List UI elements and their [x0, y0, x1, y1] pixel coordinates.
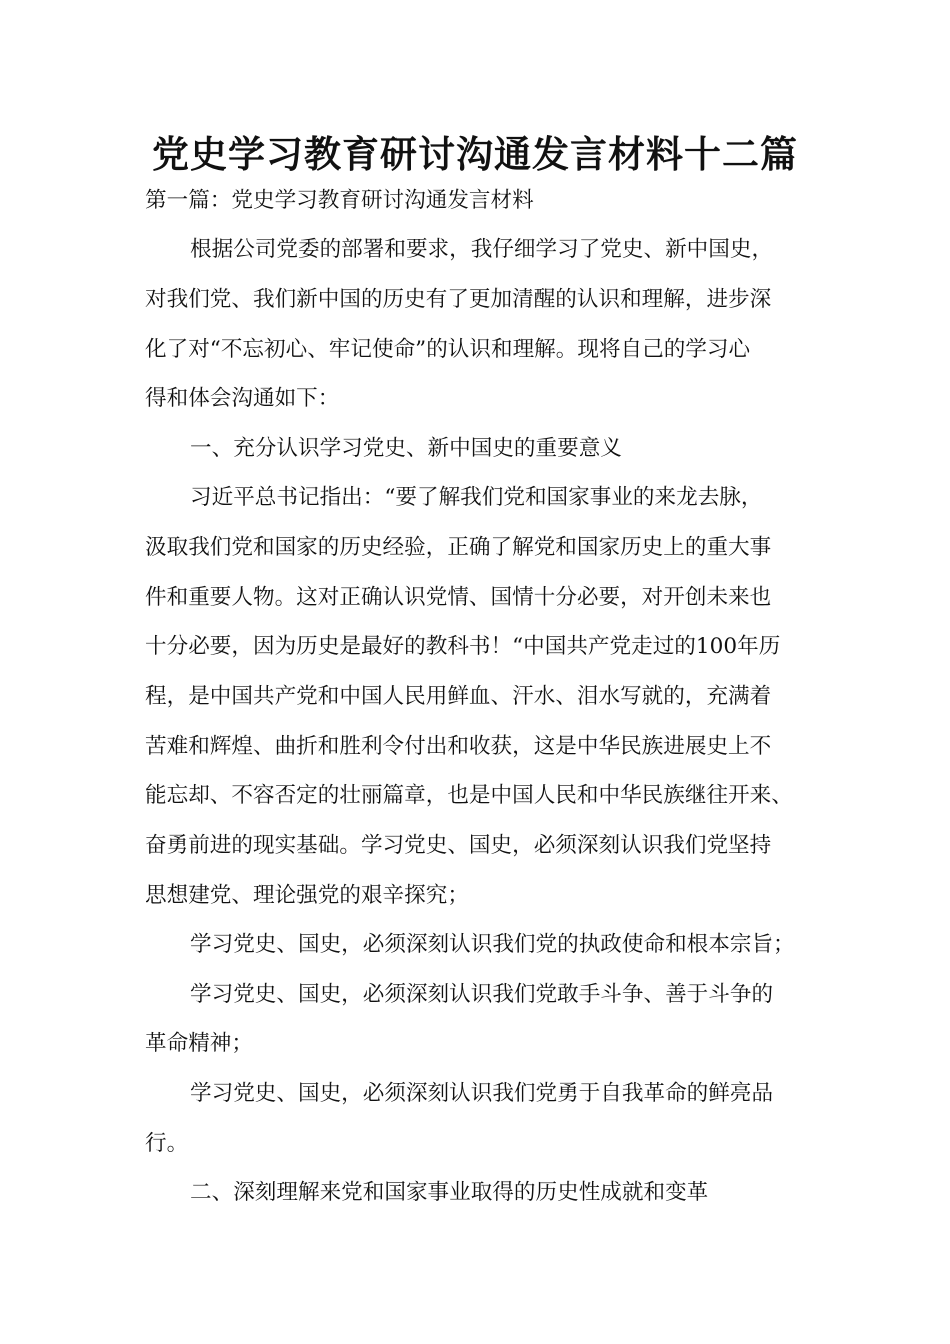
paragraph-line: 汲取我们党和国家的历史经验，正确了解党和国家历史上的重大事 — [145, 535, 772, 560]
paragraph-line: 对我们党、我们新中国的历史有了更加清醒的认识和理解，进步深 — [145, 287, 772, 312]
section-heading: 第一篇：党史学习教育研讨沟通发言材料 — [145, 188, 534, 213]
paragraph-line: 学习党史、国史，必须深刻认识我们党的执政使命和根本宗旨； — [190, 932, 795, 957]
subsection-heading: 一、充分认识学习党史、新中国史的重要意义 — [190, 436, 622, 461]
paragraph-line: 习近平总书记指出：“要了解我们党和国家事业的来龙去脉， — [190, 485, 763, 510]
paragraph-line: 根据公司党委的部署和要求，我仔细学习了党史、新中国史， — [190, 237, 774, 262]
paragraph-line: 件和重要人物。这对正确认识党情、国情十分必要，对开创未来也 — [145, 585, 772, 610]
paragraph-line: 思想建党、理论强党的艰辛探究； — [145, 883, 469, 908]
paragraph-line: 革命精神； — [145, 1031, 253, 1056]
paragraph-line: 奋勇前进的现实基础。学习党史、国史，必须深刻认识我们党坚持 — [145, 833, 772, 858]
paragraph-line: 行。 — [145, 1131, 189, 1156]
paragraph-line: 苦难和辉煌、曲折和胜利令付出和收获，这是中华民族进展史上不 — [145, 734, 772, 759]
paragraph-line: 学习党史、国史，必须深刻认识我们党勇于自我革命的鲜亮品 — [190, 1081, 774, 1106]
subsection-heading: 二、深刻理解来党和国家事业取得的历史性成就和变革 — [190, 1180, 709, 1205]
paragraph-line: 化了对“不忘初心、牢记使命”的认识和理解。现将自己的学习心 — [145, 337, 751, 362]
document-title: 党史学习教育研讨沟通发言材料十二篇 — [152, 132, 798, 176]
paragraph-line: 学习党史、国史，必须深刻认识我们党敢手斗争、善于斗争的 — [190, 982, 774, 1007]
paragraph-line: 能忘却、不容否定的壮丽篇章，也是中国人民和中华民族继往开来、 — [145, 783, 793, 808]
paragraph-line: 得和体会沟通如下： — [145, 386, 340, 411]
paragraph-line: 程，是中国共产党和中国人民用鲜血、汗水、泪水写就的，充满着 — [145, 684, 772, 709]
paragraph-line: 十分必要，因为历史是最好的教科书！“中国共产党走过的100年历 — [145, 634, 781, 659]
